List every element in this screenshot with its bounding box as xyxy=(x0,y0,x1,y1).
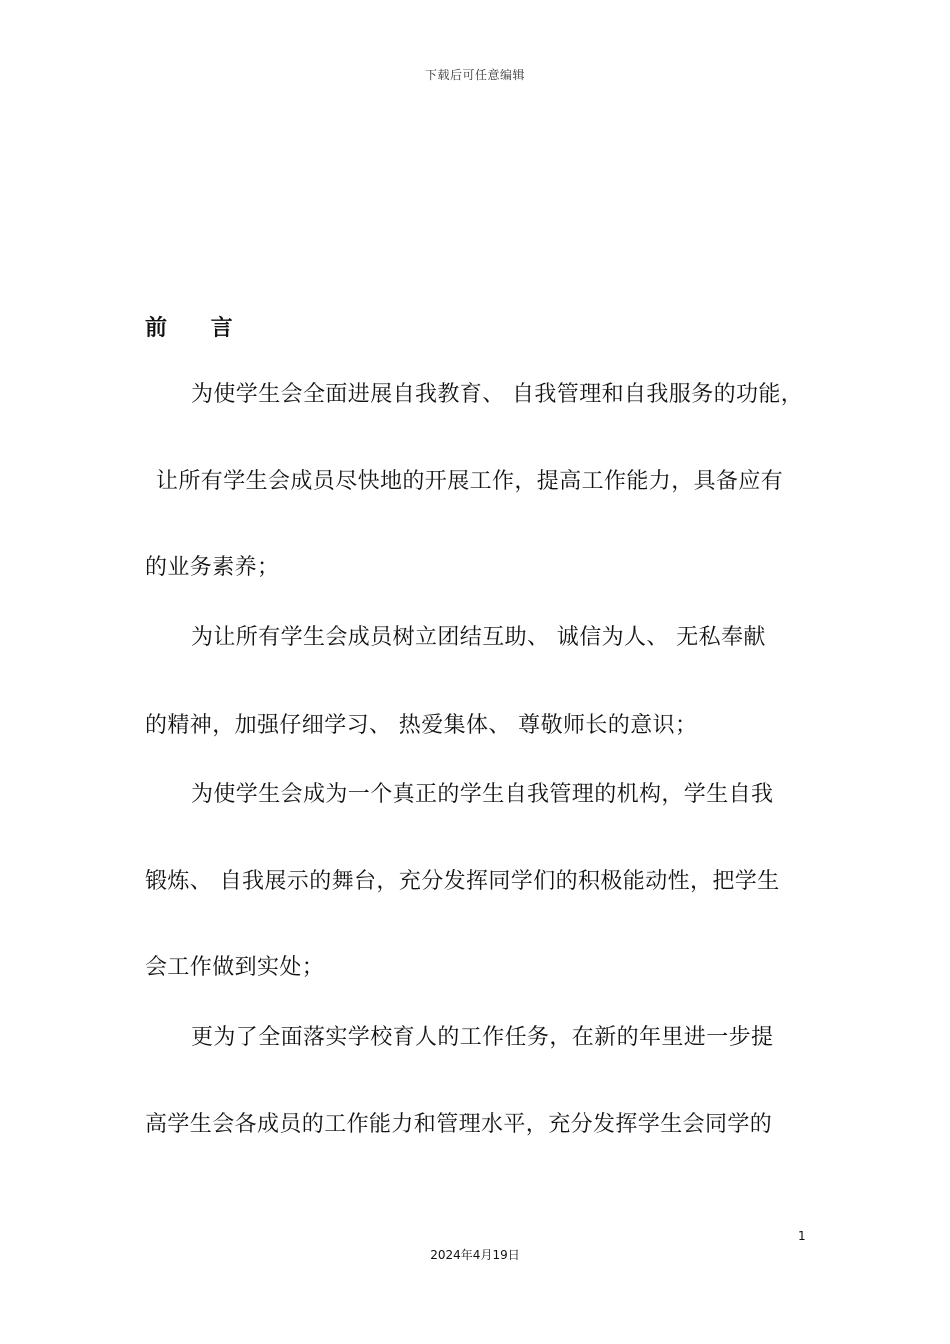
paragraph-line: 锻炼、 自我展示的舞台，充分发挥同学们的积极能动性，把学生 xyxy=(145,869,780,894)
paragraph-line: 的精神，加强仔细学习、 热爱集体、 尊敬师长的意识； xyxy=(145,713,698,738)
paragraph-line: 的业务素养； xyxy=(145,555,280,580)
paragraph-line: 让所有学生会成员尽快地的开展工作，提高工作能力，具备应有 xyxy=(156,469,784,494)
paragraph-line: 高学生会各成员的工作能力和管理水平，充分发挥学生会同学的 xyxy=(145,1112,773,1137)
paragraph-line: 会工作做到实处； xyxy=(145,955,325,980)
footer-date: 2024年4月19日 xyxy=(430,1248,520,1262)
paragraph-line: 更为了全面落实学校育人的工作任务，在新的年里进一步提 xyxy=(191,1025,774,1050)
section-heading: 前 言 xyxy=(145,316,251,341)
header-note: 下载后可任意编辑 xyxy=(424,68,525,82)
page-number: 1 xyxy=(798,1229,806,1243)
paragraph-line: 为使学生会成为一个真正的学生自我管理的机构，学生自我 xyxy=(191,782,774,807)
paragraph-line: 为使学生会全面进展自我教育、 自我管理和自我服务的功能， xyxy=(191,382,804,407)
paragraph-line: 为让所有学生会成员树立团结互助、 诚信为人、 无私奉献 xyxy=(191,625,766,650)
